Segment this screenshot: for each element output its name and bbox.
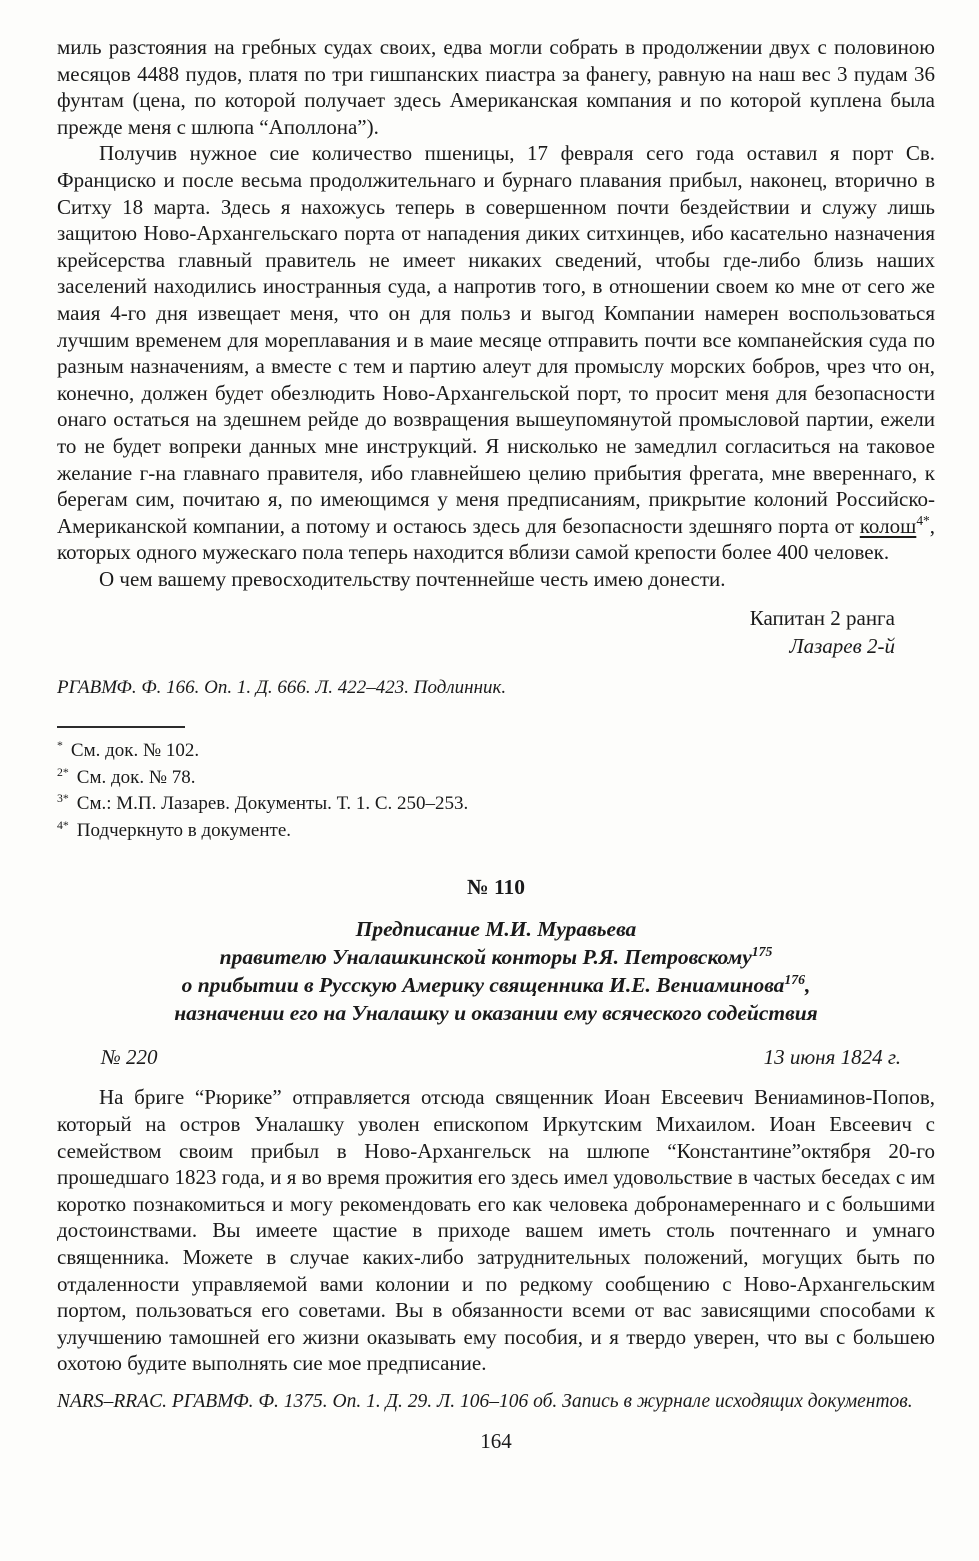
doc-meta-row (57, 1044, 935, 1070)
footnote-item-4 (57, 818, 935, 845)
footnote-separator (57, 726, 185, 728)
report-paragraph (57, 140, 935, 566)
footnote-marker-2: 2* (57, 765, 69, 779)
footnote-item-2 (57, 765, 935, 792)
doc-title-line-3-tail: , (805, 973, 811, 998)
signature-block (57, 604, 935, 660)
archive-reference-doc109: РГАВМФ. Ф. 166. Оп. 1. Д. 666. Л. 422–423. Подлинник. (57, 677, 507, 699)
outgoing-number: № 220 (101, 1045, 158, 1070)
footnote-item-1 (57, 738, 935, 765)
footnote-marker-4: 4* (57, 818, 69, 832)
endnote-ref-176: 176 (784, 972, 806, 988)
doc-title-line-2 (57, 943, 935, 971)
report-paragraph-text-after: , которых одного мужескаго пола теперь находится вблизи самой крепости более 400 человек. (57, 513, 935, 565)
doc-title-line-2-text: правителю Уналашкинской конторы Р.Я. Петровскому (219, 945, 752, 970)
endnote-ref-175: 175 (751, 944, 773, 960)
signature-name: Лазарев 2-й (789, 634, 895, 659)
closing-paragraph: О чем вашему превосходительству почтеннейше честь имею донести. (99, 566, 726, 591)
footnote-text-2: См. док. № 78. (76, 766, 196, 788)
doc-title-line-3-text: о прибытии в Русскую Америку священника И.Е. Вениаминова (181, 973, 785, 998)
underlined-term: колош (859, 513, 917, 538)
footnote-item-3 (57, 791, 935, 818)
report-paragraph-text-before: Получив нужное сие количество пшеницы, 17 февраля сего года оставил я порт Св. Франциско и после весьма продолжительнаго и бурнаго плавания прибыл, наконец, вторично в Ситху 18 марта. Здесь я нахожусь теперь в совершенном почти бездействии и служу лишь защитою Ново-Архангельскаго порта от нападения диких ситхинцев, ибо касательно назначения крейсерства главный правитель не имеет никаких сведений, чтобы где-либо близь наших заселений находились иностранныя суда, а напротив того, в отношении своем ко мне от сего же маия 4-го дня извещает меня, что он для польз и выгод Компании намерен воспользоваться лучшим временем для мореплавания и в маие месяце отправить почти все компанейския суда по разным назначениям, а вместе с тем и партию алеут для промыслу морских бобров, чрез что он, конечно, должен будет обезлюдить Ново-Архангельской порт, то просит меня для безопасности онаго остаться на здешнем рейде до возвращения вышеупомянутой промысловой партии, ежели то не будет вопреки данных мне инструкций. Я нисколько не замедлил согласиться на таковое желание г-на главнаго правителя, ибо главнейшею целию прибытия фрегата, мне ввереннаго, к берегам сим, почитаю я, по имеющимся у меня предписаниям, прикрытие колоний Российско-Американской компании, а потому и остаюсь здесь для безопасности здешняго порта от (57, 141, 935, 538)
footnote-text-1: См. док. № 102. (70, 740, 200, 762)
doc-title-line-3 (57, 971, 935, 999)
doc-body-paragraph: На бриге “Рюрике” отправляется отсюда священник Иоан Евсеевич Вениаминов-Попов, который на остров Уналашку уволен епископом Иркутским Михаилом. Иоан Евсеевич с семейством своим прибыл в Ново-Архангельск на шлюпе “Константине”октября 20-го прошедшаго 1823 года, и я во время прожития его здесь имел удовольствие в частых беседах с им коротко познакомиться и могу рекомендовать его как человека добронамереннаго и с большими достоинствами. Вы имеете щастие в приходе вашем иметь столь почтеннаго и умнаго священника. Можете в случае каких-либо затруднительных положений, могущих быть по отдаленности управляемой вами колонии и по редкому сообщению с Ново-Архангельским портом, пользоваться его советами. Вы в обязанности всеми от вас зависящими способами к улучшению тамошней его жизни оказывать ему пособия, и я твердо уверен, что вы с большею охотою будите выполнять сие мое предписание. (57, 1085, 935, 1376)
doc-number-heading: № 110 (466, 875, 526, 900)
page-number: 164 (480, 1429, 512, 1453)
paragraph-continuation: миль разстояния на гребных судах своих, едва могли собрать в продолжении двух с половиною месяцов 4488 пудов, платя по три гишпанских пиастра за фанегу, равную на наш вес 3 пудам 36 фунтам (цена, по которой получает здесь Американская компания и по которой куплена была прежде меня с шлюпа “Аполлона”). (57, 35, 935, 139)
doc-title-line-4: назначении его на Уналашку и оказании ему всяческого содействия (174, 1001, 818, 1026)
footnote-marker-3: 3* (57, 792, 69, 806)
footnote-text-3: См.: М.П. Лазарев. Документы. Т. 1. С. 250–253. (76, 793, 469, 815)
doc-title (57, 915, 935, 1027)
doc-date: 13 июня 1824 г. (763, 1045, 901, 1070)
footnote-text-4: Подчеркнуто в документе. (76, 819, 292, 841)
footnote-marker-1: * (57, 739, 63, 753)
footnote-ref-4: 4* (916, 512, 930, 528)
doc-title-line-1: Предписание М.И. Муравьева (355, 917, 637, 942)
signature-rank: Капитан 2 ранга (749, 606, 895, 631)
archive-reference-doc110: NARS–RRAC. РГАВМФ. Ф. 1375. Оп. 1. Д. 29. Л. 106–106 об. Запись в журнале исходящих документов. (57, 1391, 913, 1412)
